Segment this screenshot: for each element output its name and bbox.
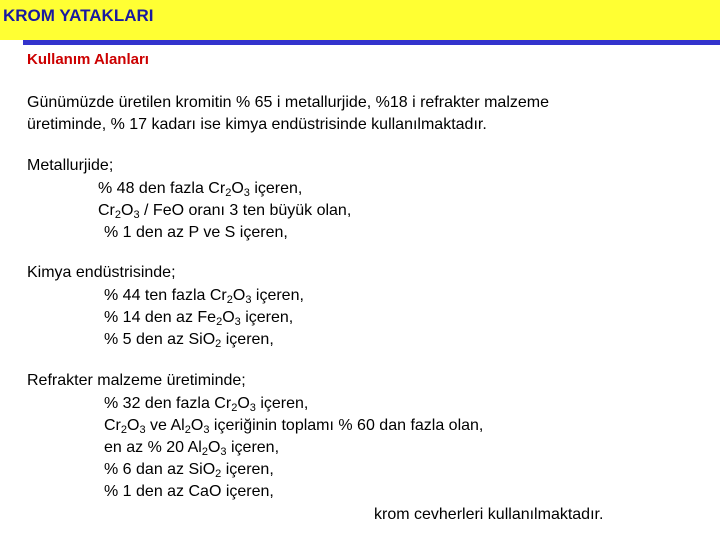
intro-line-2: üretiminde, % 17 kadarı ise kimya endüstrisinde kullanılmaktadır. bbox=[27, 116, 487, 133]
metallurgy-item-1: % 48 den fazla $Cr_2O_3$ içeren, bbox=[98, 180, 303, 199]
refractory-heading: Refrakter malzeme üretiminde; bbox=[27, 372, 246, 389]
section-subtitle: Kullanım Alanları bbox=[27, 51, 149, 68]
chemistry-heading: Kimya endüstrisinde; bbox=[27, 264, 176, 281]
title-underline bbox=[23, 40, 720, 45]
chemistry-item-1: % 44 ten fazla $Cr_2O_3$ içeren, bbox=[104, 287, 304, 306]
refractory-item-1: % 32 den fazla $Cr_2O_3$ içeren, bbox=[104, 395, 309, 414]
metallurgy-item-2: $Cr_2O_3$ / FeO oranı 3 ten büyük olan, bbox=[98, 202, 352, 221]
refractory-item-2: $Cr_2O_3$ ve $Al_2O_3$ içeriğinin toplamı % 60 dan fazla olan, bbox=[104, 417, 484, 436]
chemistry-item-2: % 14 den az $Fe_2O_3$ içeren, bbox=[104, 309, 294, 328]
metallurgy-item-3: % 1 den az P ve S içeren, bbox=[104, 224, 288, 241]
refractory-item-4: % 6 dan az SiO$_2$ içeren, bbox=[104, 461, 274, 480]
closing-text: krom cevherleri kullanılmaktadır. bbox=[374, 506, 604, 523]
metallurgy-heading: Metallurjide; bbox=[27, 157, 114, 174]
refractory-item-5: % 1 den az CaO içeren, bbox=[104, 483, 274, 500]
intro-line-1: Günümüzde üretilen kromitin % 65 i metallurjide, %18 i refrakter malzeme bbox=[27, 94, 549, 111]
chemistry-item-3: % 5 den az SiO$_2$ içeren, bbox=[104, 331, 274, 350]
page-title: KROM YATAKLARI bbox=[3, 6, 154, 25]
refractory-item-3: en az % 20 $Al_2O_3$ içeren, bbox=[104, 439, 280, 458]
